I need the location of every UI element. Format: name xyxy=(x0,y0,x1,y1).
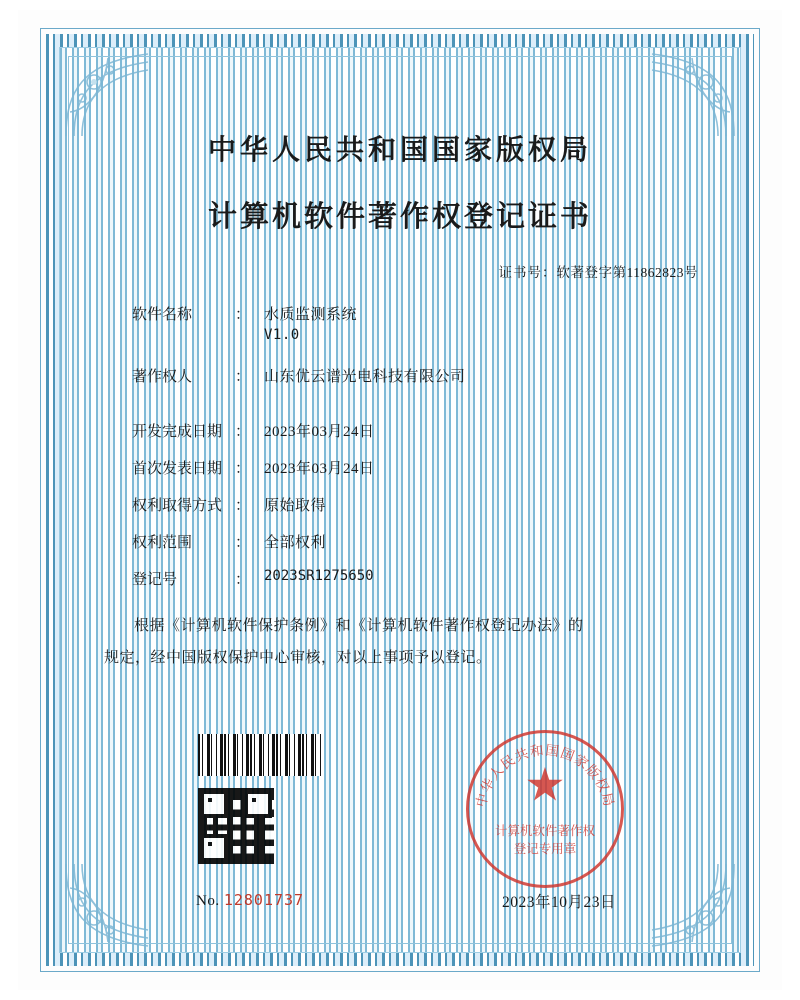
field-value xyxy=(264,303,712,343)
field-value-text: 水质监测系统 xyxy=(264,307,358,323)
certificate-title: 计算机软件著作权登记证书 xyxy=(207,199,592,233)
seal-line-1: 计算机软件著作权 xyxy=(494,822,595,838)
certificate-page xyxy=(18,10,782,990)
field-label-text: 权利取得方式 xyxy=(132,498,223,514)
field-label: 首次发表日期 ： xyxy=(132,457,264,478)
qr-code[interactable] xyxy=(198,788,274,864)
seal-center-text xyxy=(469,822,621,860)
field-label-text: 软件名称 xyxy=(132,307,193,323)
certificate-content xyxy=(88,80,712,930)
official-seal xyxy=(466,730,624,888)
certificate-number-row xyxy=(88,261,712,281)
star-icon: ★ xyxy=(525,765,565,807)
serial-number-value: 12801737 xyxy=(223,891,305,909)
field-label-text: 开发完成日期 xyxy=(132,424,223,440)
qr-finder-icon xyxy=(200,790,228,818)
field-label: 著作权人 ： xyxy=(132,365,264,386)
field-value: 原始取得 xyxy=(264,498,327,514)
field-list xyxy=(88,303,712,589)
field-row-software-name xyxy=(132,303,712,343)
qr-finder-icon xyxy=(244,790,272,818)
seal-line-2: 登记专用章 xyxy=(513,841,577,857)
serial-number-label: No. xyxy=(196,893,220,909)
field-label-text: 权利范围 xyxy=(132,535,193,551)
field-label: 权利取得方式 ： xyxy=(132,494,264,515)
field-value: 全部权利 xyxy=(264,535,327,551)
qr-finder-icon xyxy=(200,834,228,862)
serial-number xyxy=(196,891,304,910)
field-label: 权利范围 ： xyxy=(132,531,264,552)
field-row-development-date xyxy=(132,420,712,441)
certificate-number-label: 证书号： xyxy=(498,265,557,280)
legal-statement-line-2: 规定，经中国版权保护中心审核，对以上事项予以登记。 xyxy=(104,649,492,666)
field-value: 山东优云谱光电科技有限公司 xyxy=(264,369,466,385)
field-value-version: V1.0 xyxy=(264,327,300,343)
issuing-authority-title: 中华人民共和国国家版权局 xyxy=(207,133,592,166)
field-row-acquisition-method xyxy=(132,494,712,515)
certificate-footer xyxy=(88,726,712,926)
field-value: 2023年03月24日 xyxy=(264,461,375,477)
issue-date: 2023年10月23日 xyxy=(501,894,616,911)
field-row-rights-scope xyxy=(132,531,712,552)
field-label-text: 著作权人 xyxy=(132,369,193,385)
field-value: 2023SR1275650 xyxy=(264,568,374,584)
field-row-copyright-owner xyxy=(132,365,712,386)
field-label: 开发完成日期 ： xyxy=(132,420,264,441)
field-row-first-publish-date xyxy=(132,457,712,478)
seal-arc-text: 中华人民共和国国家版权局 xyxy=(473,742,617,809)
field-value: 2023年03月24日 xyxy=(264,424,375,440)
legal-statement-line-1: 根据《计算机软件保护条例》和《计算机软件著作权登记办法》的 xyxy=(134,618,584,634)
field-label: 登记号 ： xyxy=(132,568,264,589)
field-label-text: 登记号 xyxy=(132,572,178,588)
barcode xyxy=(198,734,322,776)
certificate-number-value: 软著登字第11862823号 xyxy=(556,265,698,280)
field-label-text: 首次发表日期 xyxy=(132,461,223,477)
field-label: 软件名称 ： xyxy=(132,303,264,324)
legal-statement xyxy=(88,611,712,674)
field-row-registration-number xyxy=(132,568,712,589)
